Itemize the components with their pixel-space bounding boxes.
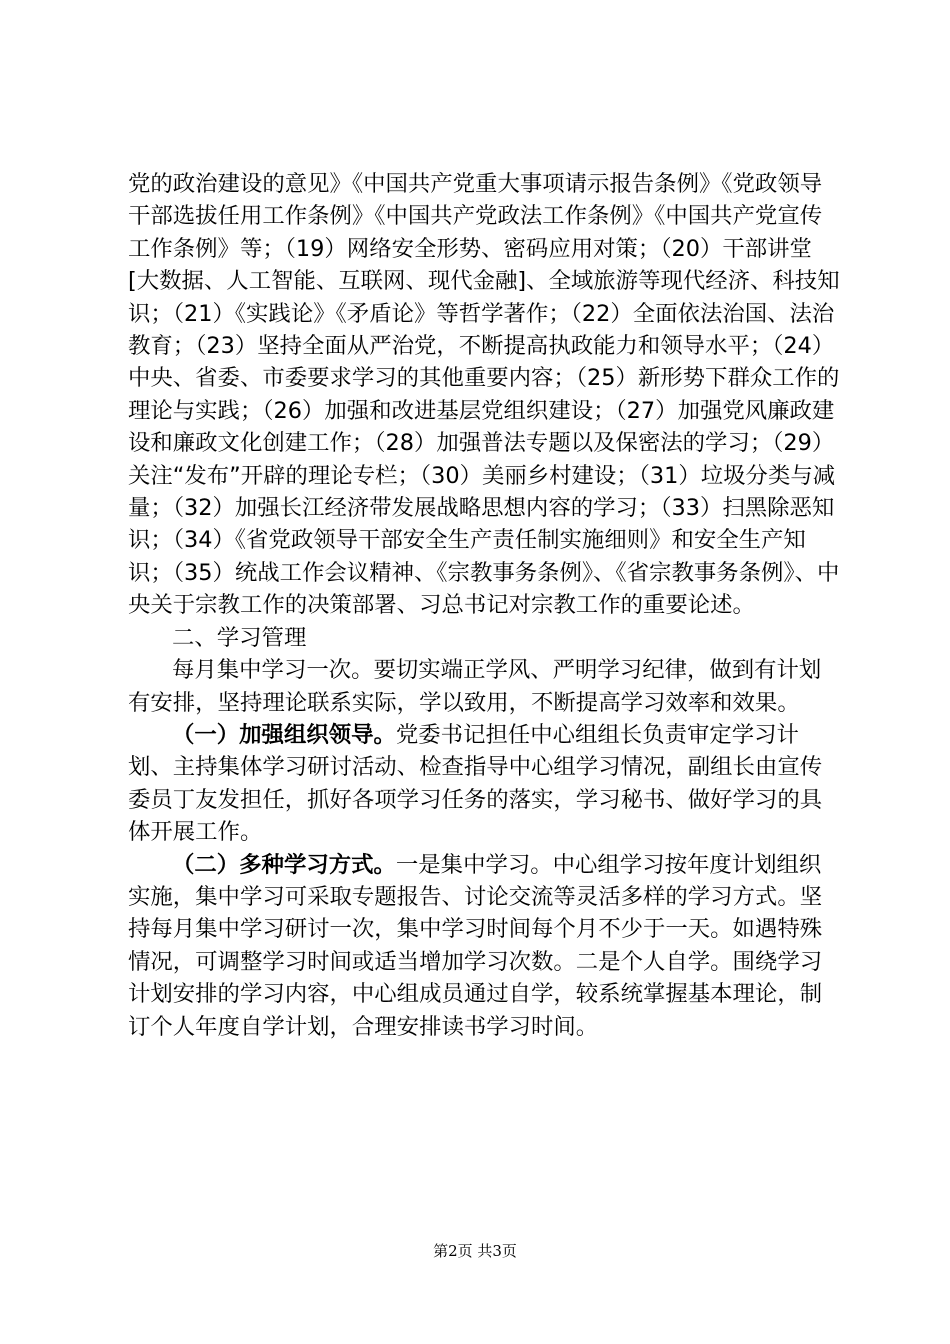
document-body bbox=[128, 168, 840, 1043]
paragraph-study-methods-text: 一是集中学习。中心组学习按年度计划组织实施，集中学习可采取专题报告、讨论交流等灵活多样的学习方式。坚持每月集中学习研讨一次，集中学习时间每个月不少于一天。如遇特殊情况，可调整学习时间或适当增加学习次数。二是个人自学。围绕学习计划安排的学习内容，中心组成员通过自学，较系统掌握基本理论，制订个人年度自学计划，合理安排读书学习时间。 bbox=[128, 851, 823, 1040]
paragraph-study-methods bbox=[128, 849, 840, 1043]
subheading-organization-leadership: （一）加强组织领导。 bbox=[172, 721, 396, 748]
section-heading-study-management: 二、学习管理 bbox=[172, 624, 307, 651]
page-number-footer: 第2页 共3页 bbox=[433, 1242, 517, 1260]
paragraph-organization-leadership bbox=[128, 719, 840, 849]
paragraph-monthly-study: 每月集中学习一次。要切实端正学风、严明学习纪律，做到有计划有安排，坚持理论联系实际，学以致用，不断提高学习效率和效果。 bbox=[128, 657, 822, 716]
subheading-study-methods: （二）多种学习方式。 bbox=[172, 851, 396, 878]
paragraph-organization-leadership-text: 党委书记担任中心组组长负责审定学习计划、主持集体学习研讨活动、检查指导中心组学习情况，副组长由宣传委员丁友发担任，抓好各项学习任务的落实，学习秘书、做好学习的具体开展工作。 bbox=[128, 721, 823, 846]
paragraph-study-topics: 党的政治建设的意见》《中国共产党重大事项请示报告条例》《党政领导干部选拔任用工作条例》《中国共产党政法工作条例》《中国共产党宣传工作条例》等；（19）网络安全形势、密码应用对策；（20）干部讲堂[大数据、人工智能、互联网、现代金融]、全域旅游等现代经济、科技知识；（21）《实践论》《矛盾论》等哲学著作；（22）全面依法治国、法治教育；（23）坚持全面从严治党，不断提高执政能力和领导水平；（24）中央、省委、市委要求学习的其他重要内容；（25）新形势下群众工作的理论与实践；（26）加强和改进基层党组织建设；（27）加强党风廉政建设和廉政文化创建工作；（28）加强普法专题以及保密法的学习；（29）关注“发布”开辟的理论专栏；（30）美丽乡村建设；（31）垃圾分类与减量；（32）加强长江经济带发展战略思想内容的学习；（33）扫黑除恶知识；（34）《省党政领导干部安全生产责任制实施细则》和安全生产知识；（35）统战工作会议精神、《宗教事务条例》、《省宗教事务条例》、中央关于宗教工作的决策部署、习总书记对宗教工作的重要论述。 bbox=[128, 171, 840, 619]
